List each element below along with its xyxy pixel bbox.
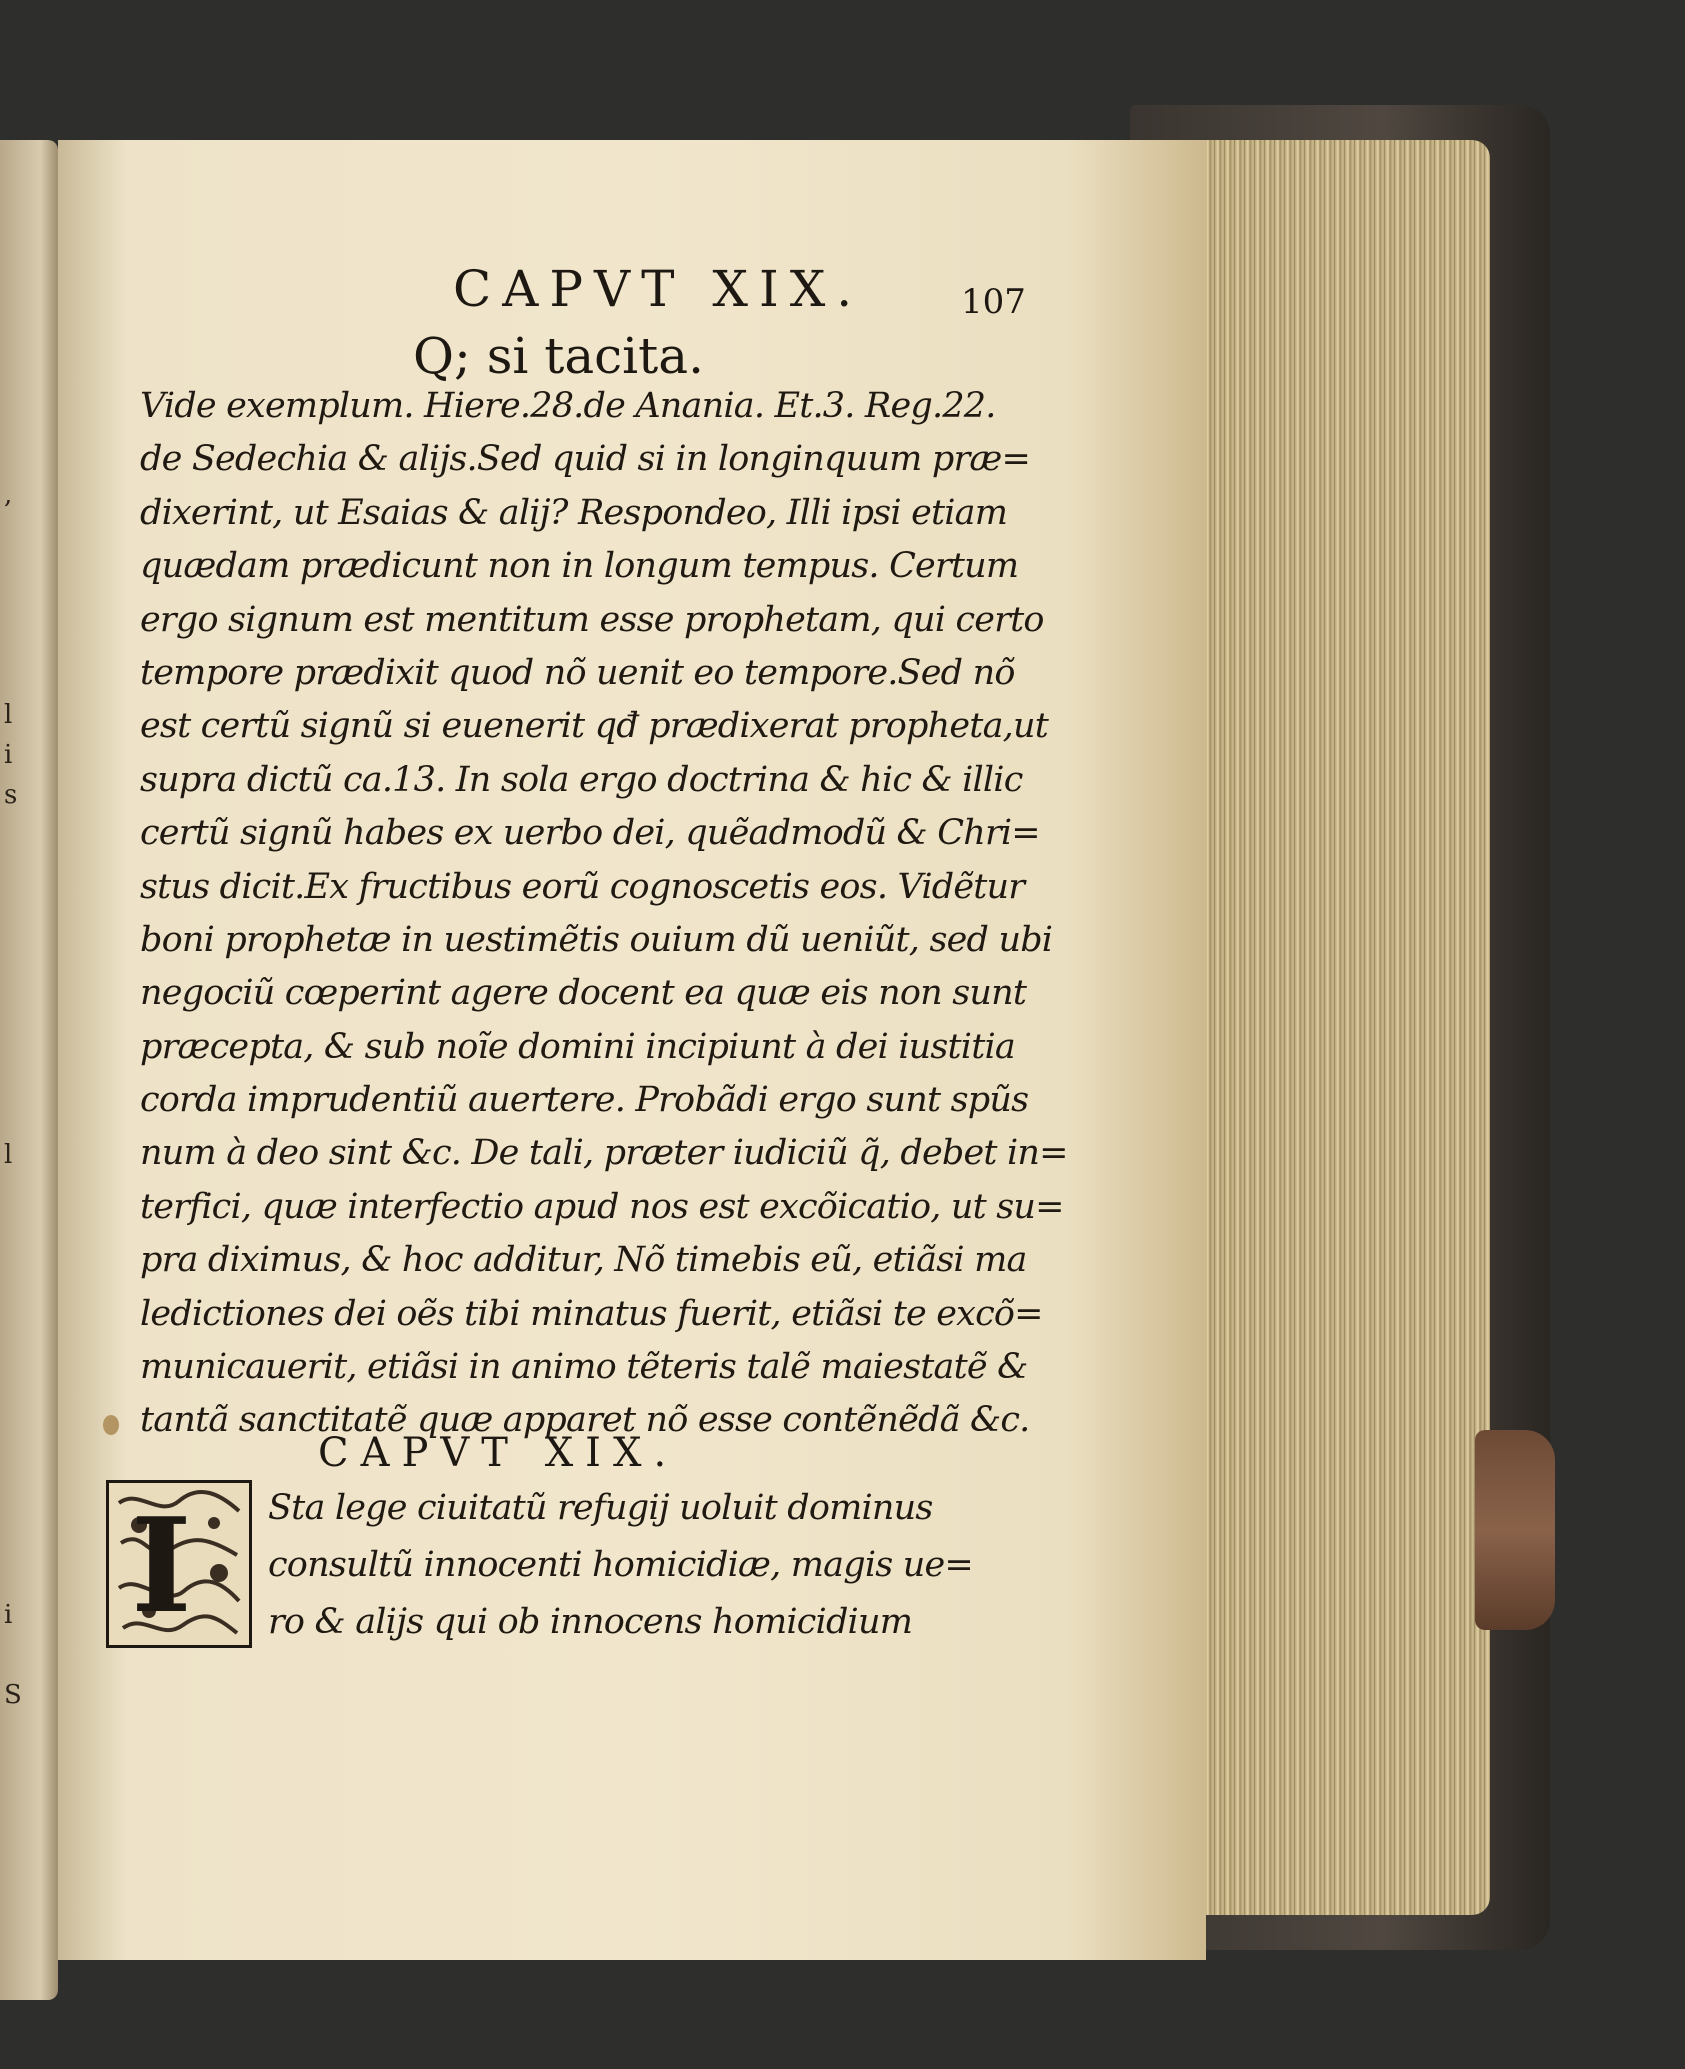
page-number: 107 [961, 282, 1026, 322]
question-heading: Q; si tacita. [413, 327, 704, 385]
text-line: ergo signum est mentitum esse prophetam, qui certo [140, 599, 1044, 640]
text-line: certũ signũ habes ex uerbo dei, quẽadmodũ & Chri= [140, 813, 1040, 854]
text-line: præcepta, & sub noĩe domini incipiunt à dei iustitia [140, 1026, 1015, 1067]
previous-page-fragment: i [4, 740, 13, 770]
text-line: Sta lege ciuitatũ refugij uoluit dominus [268, 1488, 933, 1528]
previous-page-fragment: l [4, 700, 13, 730]
leather-tab [1475, 1430, 1555, 1630]
text-line: terfici, quæ interfectio apud nos est excõicatio, ut su= [140, 1186, 1064, 1227]
text-line: de Sedechia & alijs.Sed quid si in longinquum præ= [140, 439, 1030, 480]
text-line: dixerint, ut Esaias & alij? Respondeo, Illi ipsi etiam [140, 492, 1008, 533]
running-head: CAPVT XIX. [453, 260, 864, 318]
book-page [58, 140, 1206, 1960]
previous-page-edge [0, 140, 58, 2000]
text-line: corda imprudentiũ auertere. Probãdi ergo sunt spũs [140, 1080, 1029, 1121]
text-line: consultũ innocenti homicidiæ, magis ue= [268, 1545, 973, 1585]
text-line: est certũ signũ si euenerit qđ prædixerat propheta,ut [140, 706, 1048, 747]
text-line: tantã sanctitatẽ quæ apparet nõ esse contẽnẽdã &c. [140, 1400, 1030, 1441]
chapter-text [268, 1480, 973, 1651]
text-line: num à deo sint &c. De tali, præter iudiciũ q̃, debet in= [140, 1133, 1068, 1174]
previous-page-fragment: , [4, 480, 13, 510]
text-line: quædam prædicunt non in longum tempus. Certum [140, 546, 1019, 587]
text-line: municauerit, etiãsi in animo tẽteris talẽ maiestatẽ & [140, 1347, 1028, 1388]
text-line: boni prophetæ in uestimẽtis ouium dũ ueniũt, sed ubi [140, 919, 1053, 960]
previous-page-fragment: l [4, 1140, 13, 1170]
previous-page-fragment: S [4, 1680, 22, 1710]
decorated-initial [106, 1480, 252, 1648]
text-line: negociũ cœperint agere docent ea quæ eis non sunt [140, 973, 1027, 1014]
previous-page-fragment: s [4, 780, 18, 810]
text-line: tempore prædixit quod nõ uenit eo tempore.Sed nõ [140, 652, 1015, 693]
body-text [140, 380, 1068, 1448]
text-line: ledictiones dei oẽs tibi minatus fuerit, etiãsi te excõ= [140, 1293, 1043, 1334]
previous-page-fragment: i [4, 1600, 13, 1630]
ink-stain [103, 1415, 119, 1435]
text-line: ro & alijs qui ob innocens homicidium [268, 1602, 913, 1642]
text-line: Vide exemplum. Hiere.28.de Anania. Et.3. Reg.22. [140, 386, 996, 426]
chapter-heading: CAPVT XIX. [318, 1430, 679, 1476]
text-line: supra dictũ ca.13. In sola ergo doctrina & hic & illic [140, 759, 1023, 800]
text-line: stus dicit.Ex fructibus eorũ cognoscetis eos. Vidẽtur [140, 866, 1025, 907]
text-line: pra diximus, & hoc additur, Nõ timebis eũ, etiãsi ma [140, 1240, 1027, 1281]
initial-letter: I [131, 1489, 192, 1642]
